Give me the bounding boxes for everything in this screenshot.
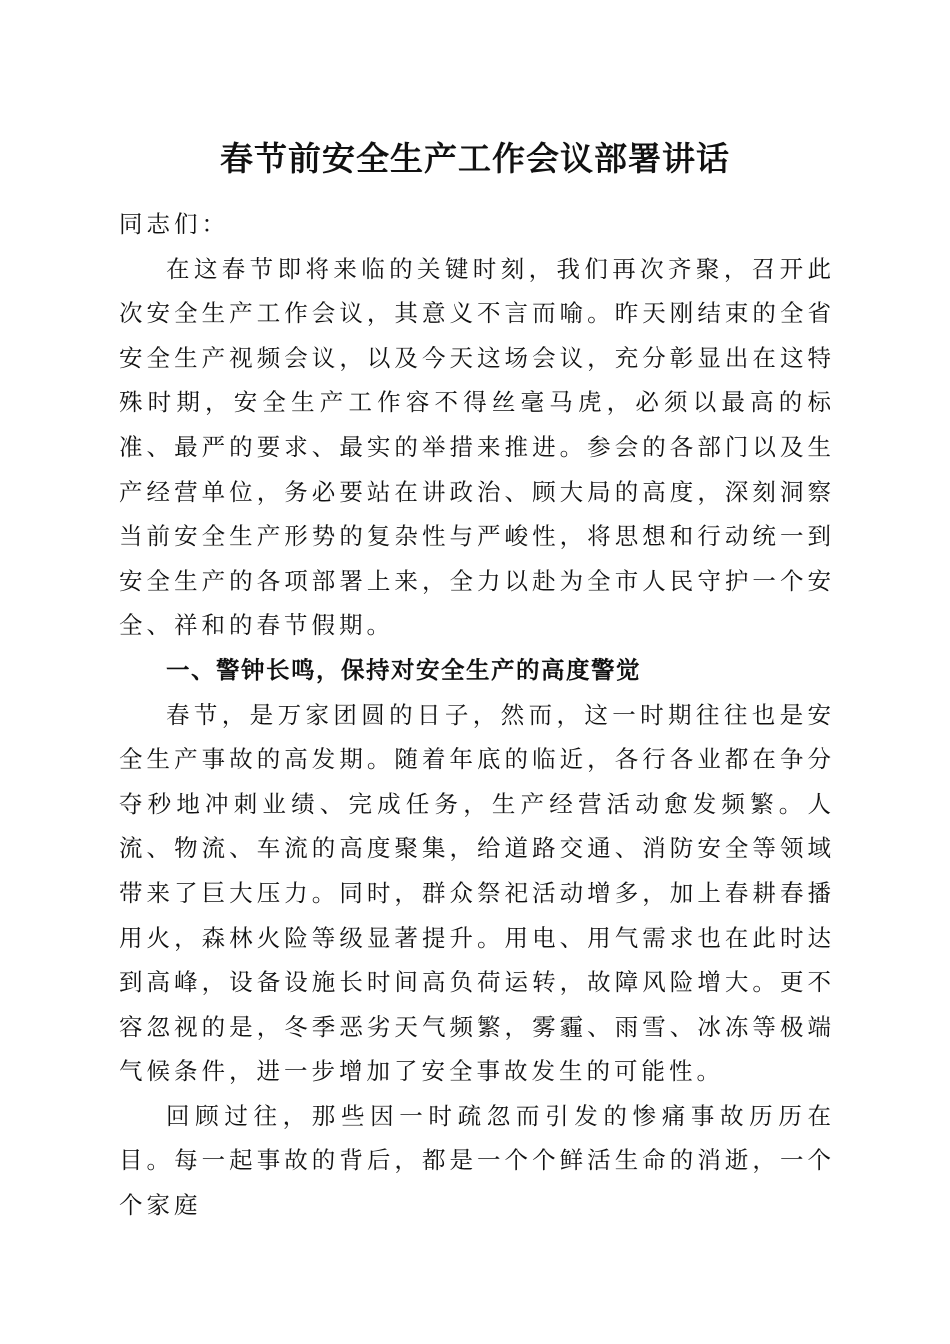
document-title: 春节前安全生产工作会议部署讲话 — [220, 139, 730, 178]
document-body — [119, 202, 835, 1228]
salutation: 同志们： — [119, 210, 229, 238]
paragraph-intro: 在这春节即将来临的关键时刻，我们再次齐聚，召开此次安全生产工作会议，其意义不言而喻。昨天刚结束的全省安全生产视频会议，以及今天这场会议，充分彰显出在这特殊时期，安全生产工作容不得丝毫马虎，必须以最高的标准、最严的要求、最实的举措来推进。参会的各部门以及生产经营单位，务必要站在讲政治、顾大局的高度，深刻洞察当前安全生产形势的复杂性与严峻性，将思想和行动统一到安全生产的各项部署上来，全力以赴为全市人民守护一个安全、祥和的春节假期。 — [119, 254, 835, 640]
paragraph-looking-back: 回顾过往，那些因一时疏忽而引发的惨痛事故历历在目。每一起事故的背后，都是一个个鲜活生命的消逝，一个个家庭 — [119, 1101, 835, 1220]
paragraph-spring-festival-risks: 春节，是万家团圆的日子，然而，这一时期往往也是安全生产事故的高发期。随着年底的临近，各行各业都在争分夺秒地冲刺业绩、完成任务，生产经营活动愈发频繁。人流、物流、车流的高度聚集，给道路交通、消防安全等领域带来了巨大压力。同时，群众祭祀活动增多，加上春耕春播用火，森林火险等级显著提升。用电、用气需求也在此时达到高峰，设备设施长时间高负荷运转，故障风险增大。更不容忽视的是，冬季恶劣天气频繁，雾霾、雨雪、冰冻等极端气候条件，进一步增加了安全事故发生的可能性。 — [119, 700, 835, 1086]
section-heading: 一、警钟长鸣，保持对安全生产的高度警觉 — [166, 655, 641, 684]
